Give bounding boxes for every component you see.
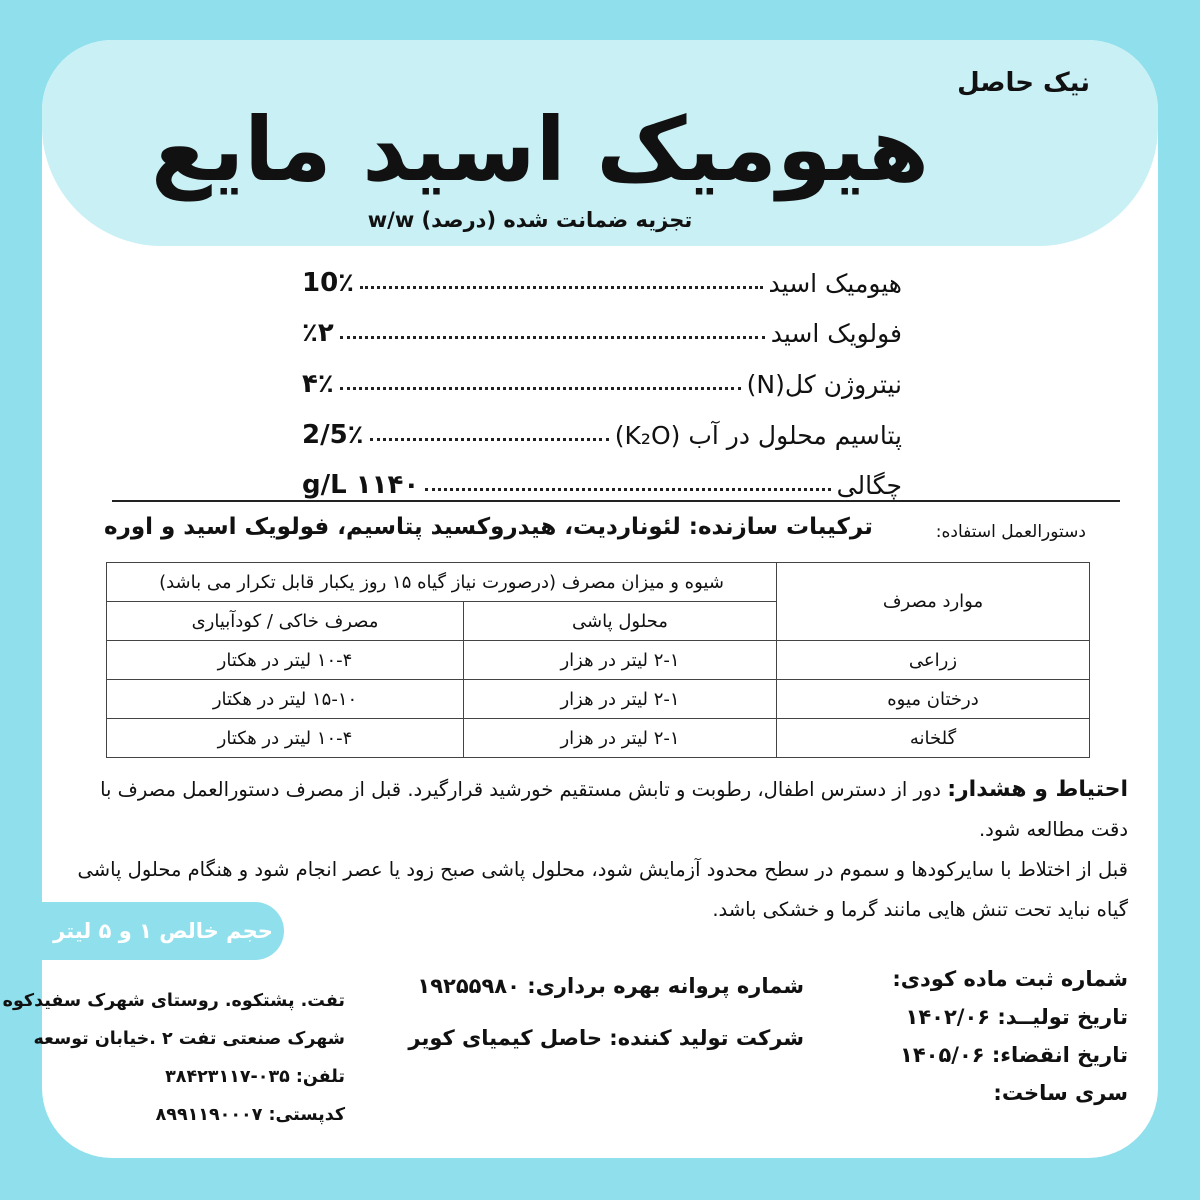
usage-cell: درختان میوه <box>777 680 1090 719</box>
spec-label: نیتروژن کل(N) <box>746 370 902 399</box>
mixing-paragraph: قبل از اختلاط با سایرکودها و سموم در سطح محدود آزمایش شود، محلول پاشی صبح زود یا عصر انجام شود و هنگام محلول پاشی گیاه نباید تحت تنش هایی مانند گرما و خشکی باشد. <box>77 858 1128 921</box>
net-volume-badge: حجم خالص ۱ و ۵ لیتر <box>42 902 284 960</box>
leader-dots <box>370 438 609 441</box>
soil-cell: ۱۰-۴ لیتر در هکتار <box>107 719 464 758</box>
header-banner <box>42 40 1158 246</box>
address-block <box>2 982 345 1134</box>
label-card <box>2 40 1158 1158</box>
composition-text: ترکیبات سازنده: لئوناردیت، هیدروکسید پتاسیم، فولویک اسید و اوره <box>104 514 873 540</box>
soil-cell: ۱۵-۱۰ لیتر در هکتار <box>107 680 464 719</box>
license-number: شماره پروانه بهره برداری: ۱۹۲۵۵۹۸۰ <box>417 974 804 998</box>
spec-value: 2/5٪ <box>302 420 364 450</box>
leader-dots <box>340 336 765 339</box>
product-title: هیومیک اسید مایع <box>150 98 930 201</box>
address-line: تفت. پشتکوه. روستای شهرک سفیدکوه <box>2 991 345 1011</box>
spec-row <box>302 252 902 298</box>
batch-number: سری ساخت: <box>993 1081 1128 1105</box>
registration-block <box>892 960 1128 1112</box>
table-header-soil: مصرف خاکی / کودآبیاری <box>107 602 464 641</box>
spec-label: پتاسیم محلول در آب (K₂O) <box>614 421 902 450</box>
soil-cell: ۱۰-۴ لیتر در هکتار <box>107 641 464 680</box>
warning-title: احتیاط و هشدار: <box>947 777 1128 802</box>
manufacturer-name: شرکت تولید کننده: حاصل کیمیای کویر <box>408 1026 804 1050</box>
brand-name: نیک حاصل <box>957 68 1090 98</box>
spec-value: 10٪ <box>302 268 355 298</box>
expiry-date: تاریخ انقضاء: ۱۴۰۵/۰۶ <box>900 1043 1128 1067</box>
license-block <box>408 960 804 1064</box>
spec-value: ۴٪ <box>302 369 334 399</box>
usage-cell: زراعی <box>777 641 1090 680</box>
table-header-usage: موارد مصرف <box>777 563 1090 641</box>
table-row <box>107 719 1090 758</box>
usage-cell: گلخانه <box>777 719 1090 758</box>
analysis-subtitle: تجزیه ضمانت شده (درصد) w/w <box>367 208 693 232</box>
spec-row <box>302 454 902 500</box>
table-row <box>107 680 1090 719</box>
postal-code: کدپستی: ۸۹۹۱۱۹۰۰۰۷ <box>155 1105 345 1125</box>
spec-value: ۱۱۴۰ g/L <box>302 470 420 500</box>
spec-row <box>302 353 902 399</box>
address-line: شهرک صنعتی تفت ۲ .خیابان توسعه <box>33 1029 345 1049</box>
spray-cell: ۲-۱ لیتر در هزار <box>464 680 777 719</box>
spec-label: فولویک اسید <box>770 319 902 348</box>
table-row <box>107 641 1090 680</box>
spray-cell: ۲-۱ لیتر در هزار <box>464 719 777 758</box>
divider <box>112 500 1120 502</box>
spec-value: ٢٪ <box>302 318 334 348</box>
phone-number: تلفن: ۰۳۵-۳۸۴۲۳۱۱۷ <box>165 1067 345 1087</box>
usage-table <box>106 562 1090 758</box>
table-header-spray: محلول پاشی <box>464 602 777 641</box>
spec-label: هیومیک اسید <box>768 269 902 298</box>
warning-paragraph <box>70 770 1128 850</box>
spec-row <box>302 404 902 450</box>
spec-label: چگالی <box>836 471 902 500</box>
leader-dots <box>425 488 830 491</box>
spec-row <box>302 302 902 348</box>
instructions-label: دستورالعمل استفاده: <box>935 522 1086 542</box>
leader-dots <box>340 387 741 390</box>
leader-dots <box>360 286 762 289</box>
warning-text: دور از دسترس اطفال، رطوبت و تابش مستقیم خورشید قرارگیرد. قبل از مصرف دستورالعمل مصرف با دقت مطالعه شود. <box>100 778 1128 841</box>
spray-cell: ۲-۱ لیتر در هزار <box>464 641 777 680</box>
production-date: تاریخ تولیــد: ۱۴۰۲/۰۶ <box>905 1005 1128 1029</box>
registration-number: شماره ثبت ماده کودی: <box>892 967 1128 991</box>
table-header-method: شیوه و میزان مصرف (درصورت نیاز گیاه ۱۵ روز یکبار قابل تکرار می باشد) <box>107 563 777 602</box>
